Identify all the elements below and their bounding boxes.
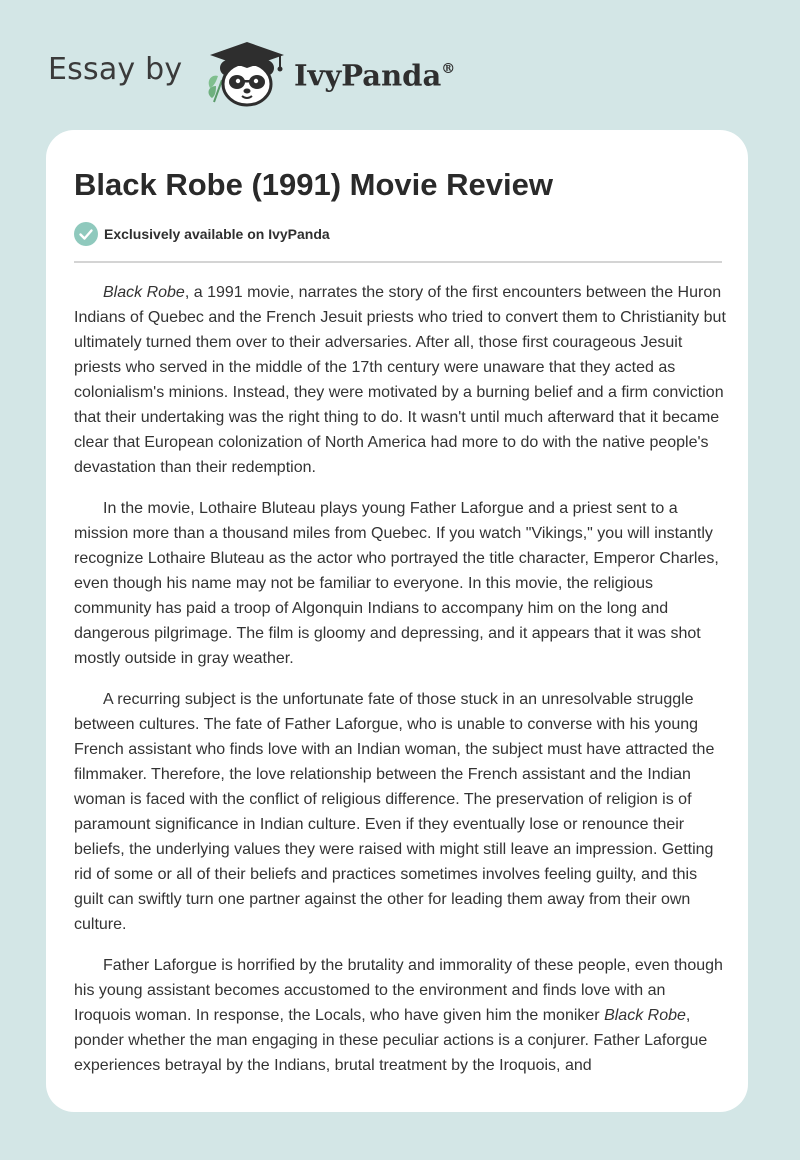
paragraph-text: , ponder whether the man engaging in these peculiar actions is a conjurer. Father Laforgue experiences betrayal by the Indians, brutal treatment by the Iroquois, and: [74, 1007, 708, 1074]
brand-name[interactable]: [294, 53, 455, 94]
article-paragraph: [74, 953, 726, 1078]
paragraph-text: A recurring subject is the unfortunate fate of those stuck in an unresolvable struggle between cultures. The fate of Father Laforgue, who is unable to converse with his young French assistant who finds love with an Indian woman, the subject must have attracted the filmmaker. Therefore, the love relationship between the French assistant and the Indian woman is faced with the conflict of religious difference. The preservation of religion is of paramount significance in Indian culture. Even if they eventually lose or renounce their beliefs, the underlying values they were raised with might still leave an impression. Getting rid of some or all of their beliefs and practices sometimes involves feeling guilty, and this guilt can swiftly turn one partner against the other for leading them away from their own culture.: [74, 691, 715, 933]
exclusive-badge-label: Exclusively available on IvyPanda: [104, 226, 330, 242]
title-divider: [74, 261, 722, 263]
panda-graduate-icon[interactable]: [200, 36, 290, 108]
italic-title-text: Black Robe: [103, 284, 185, 301]
italic-title-text: Black Robe: [604, 1007, 686, 1024]
brand-text: IvyPanda: [294, 58, 442, 93]
exclusive-badge: [74, 222, 330, 246]
essay-by-label: Essay by: [48, 52, 183, 87]
article-body: [74, 280, 726, 1094]
checkmark-circle-icon: [74, 222, 98, 246]
article-paragraph: [74, 496, 726, 671]
page-title: Black Robe (1991) Movie Review: [74, 167, 553, 202]
site-header: [0, 0, 800, 130]
essay-card: [46, 130, 748, 1112]
paragraph-text: Father Laforgue is horrified by the brutality and immorality of these people, even though his young assistant becomes accustomed to the environment and finds love with an Iroquois woman. In response, the Locals, who have given him the moniker: [74, 957, 723, 1024]
article-paragraph: [74, 280, 726, 480]
registered-mark: ®: [441, 61, 456, 77]
paragraph-text: , a 1991 movie, narrates the story of the first encounters between the Huron Indians of Quebec and the French Jesuit priests who tried to convert them to Christianity but ultimately turned them over to their adversaries. After all, those first courageous Jesuit priests who served in the middle of the 17th century were unaware that they acted as colonialism's minions. Instead, they were motivated by a burning belief and a firm conviction that their undertaking was the right thing to do. It wasn't until much afterward that it became clear that European colonization of North America had more to do with the native people's devastation than their redemption.: [74, 284, 726, 476]
paragraph-text: In the movie, Lothaire Bluteau plays young Father Laforgue and a priest sent to a mission more than a thousand miles from Quebec. If you watch "Vikings," you will instantly recognize Lothaire Bluteau as the actor who portrayed the title character, Emperor Charles, even though his name may not be familiar to everyone. In this movie, the religious community has paid a troop of Algonquin Indians to accompany him on the long and dangerous pilgrimage. The film is gloomy and depressing, and it appears that it was shot mostly outside in gray weather.: [74, 500, 719, 667]
article-paragraph: [74, 687, 726, 937]
